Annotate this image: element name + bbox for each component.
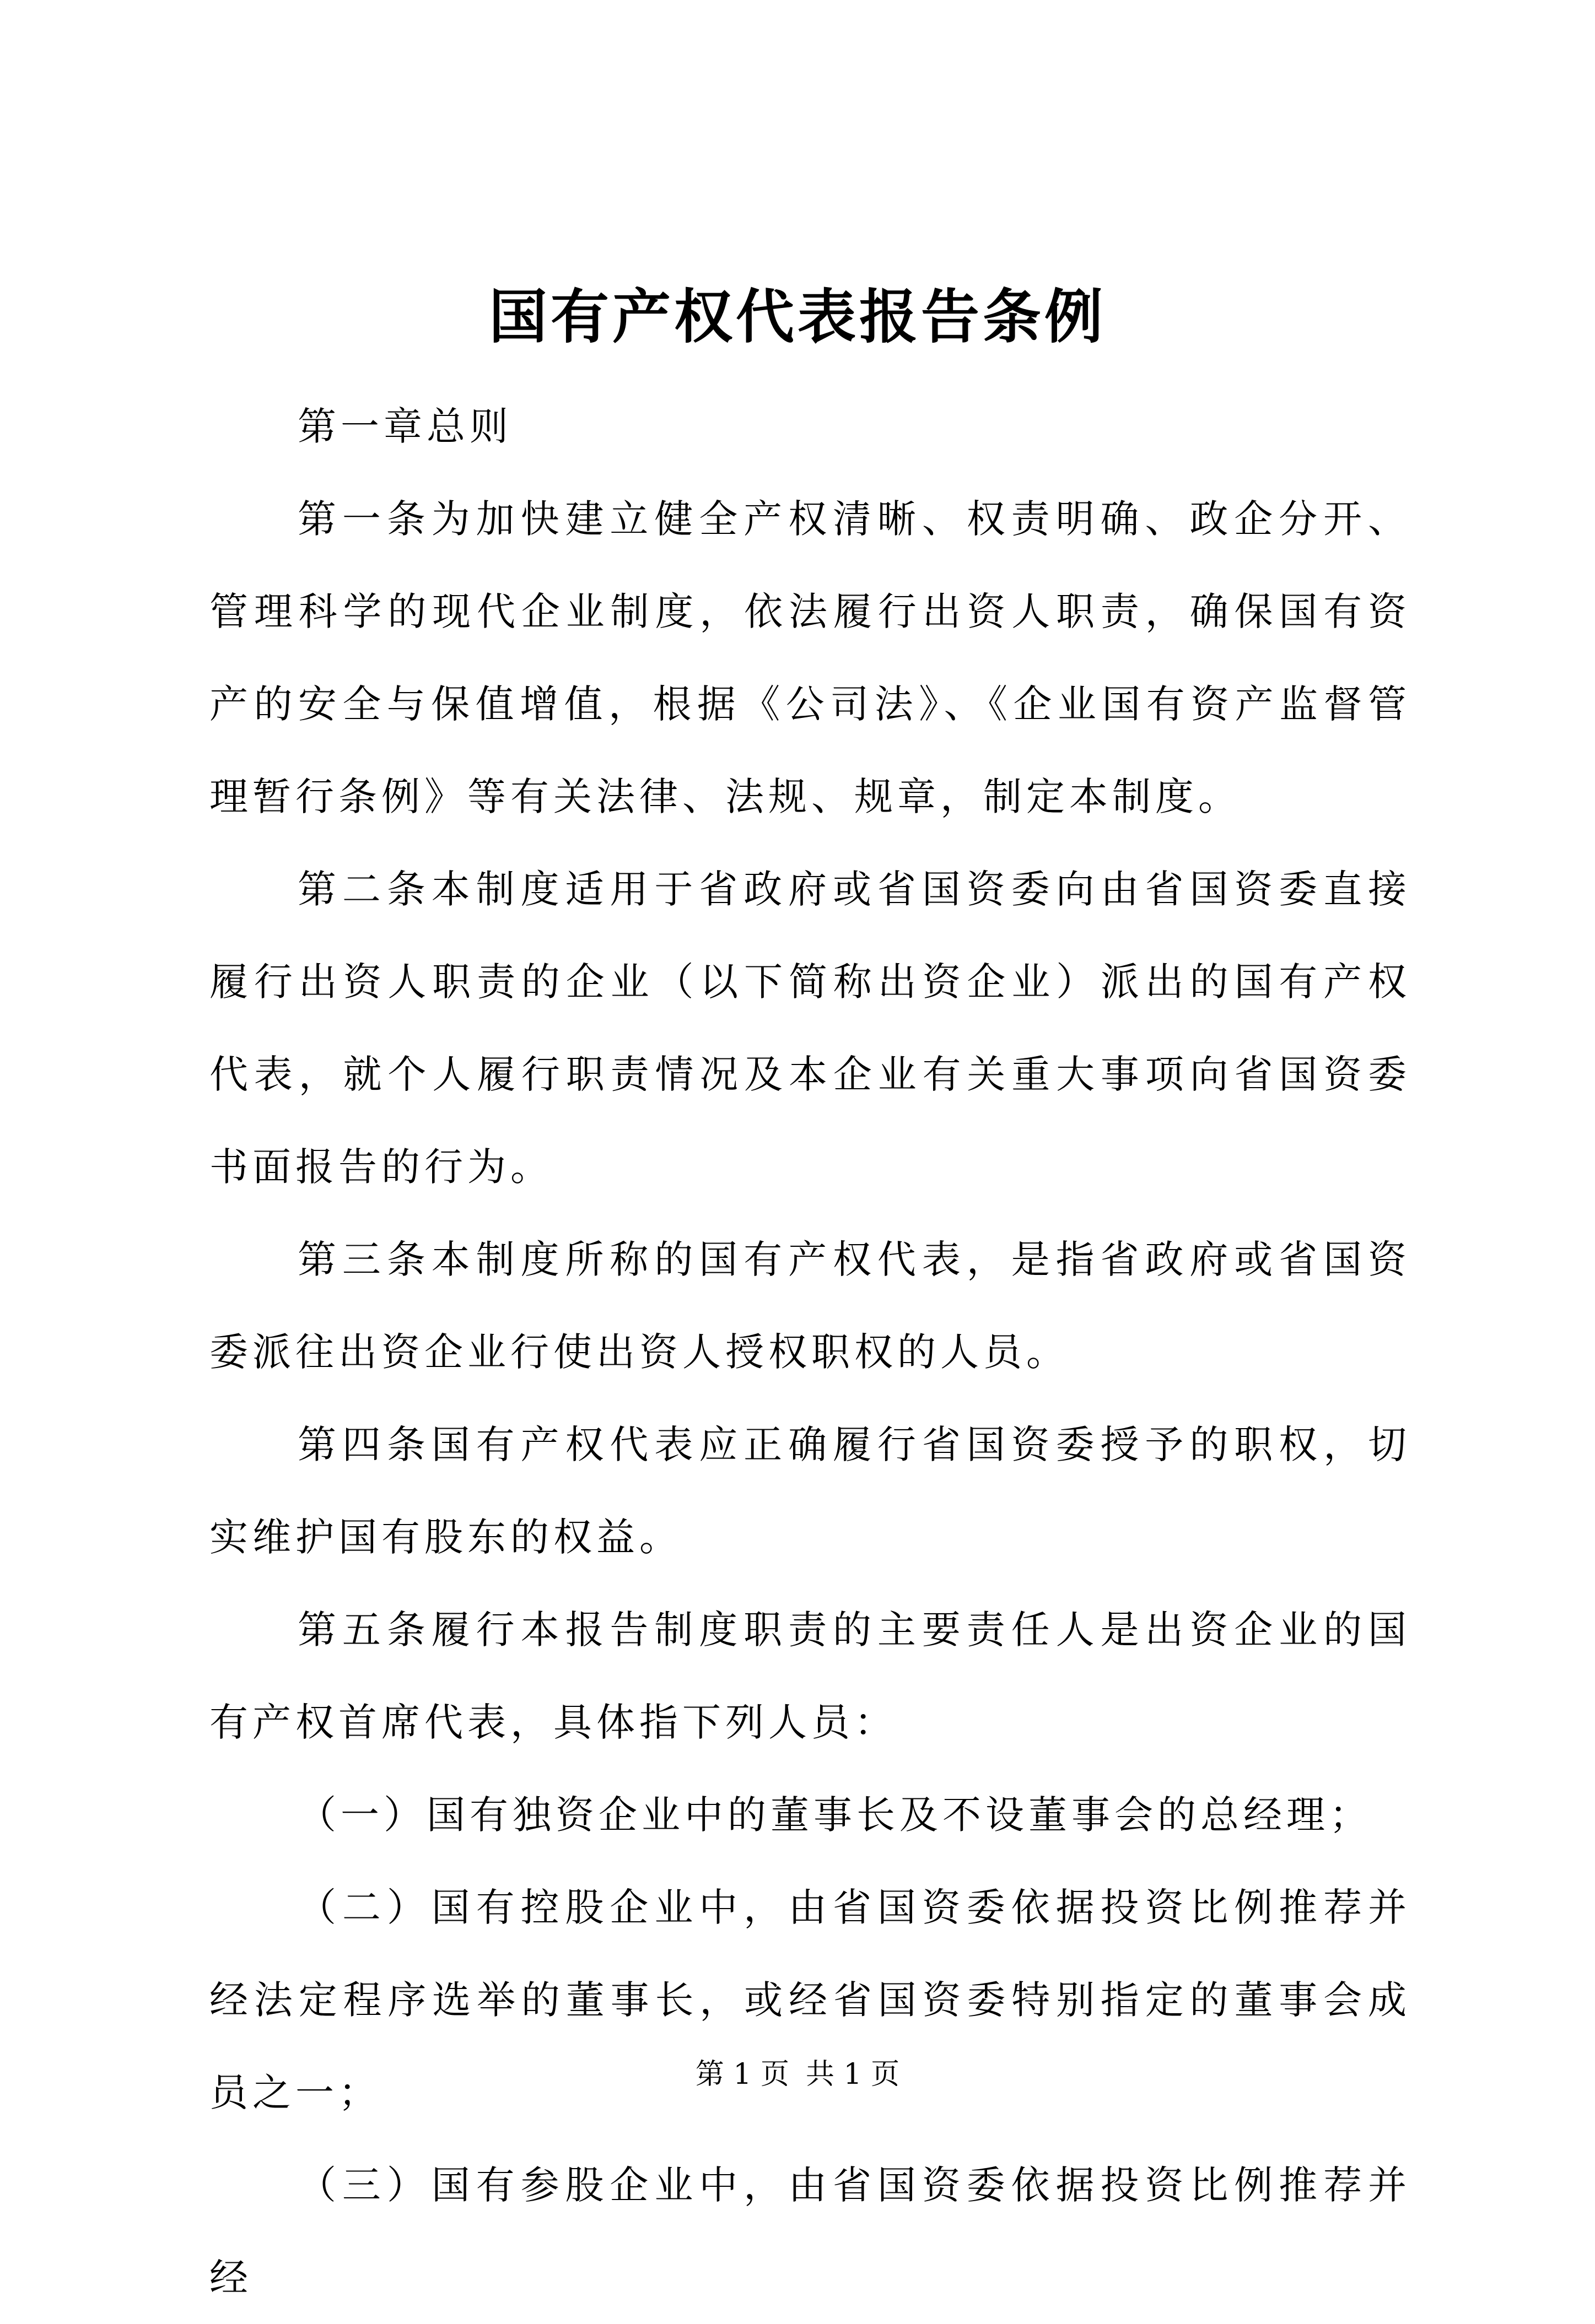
article-5-item-1: （一）国有独资企业中的董事长及不设董事会的总经理； bbox=[298, 1792, 1372, 1837]
article-1-paragraph: 第一条为加快建立健全产权清晰、权责明确、政企分开、管理科学的现代企业制度，依法履行出资人职责，确保国有资产的安全与保值增值，根据《公司法》、《企业国有资产监督管理暂行条例》等有关法律、法规、规章，制定本制度。 bbox=[209, 496, 1411, 819]
article-5-paragraph: 第五条履行本报告制度职责的主要责任人是出资企业的国有产权首席代表，具体指下列人员： bbox=[209, 1607, 1411, 1745]
article-5-item-3: （三）国有参股企业中，由省国资委依据投资比例推荐并经 bbox=[209, 2163, 1411, 2300]
document-body bbox=[209, 380, 1411, 2324]
page-number: 第 1 页 bbox=[695, 2058, 789, 2091]
document-title: 国有产权代表报告条例 bbox=[489, 282, 1106, 351]
article-2-paragraph: 第二条本制度适用于省政府或省国资委向由省国资委直接履行出资人职责的企业（以下简称出资企业）派出的国有产权代表，就个人履行职责情况及本企业有关重大事项向省国资委书面报告的行为。 bbox=[209, 867, 1411, 1190]
chapter-heading: 第一章总则 bbox=[298, 404, 513, 449]
article-3-paragraph: 第三条本制度所称的国有产权代表，是指省政府或省国资委派往出资企业行使出资人授权职权的人员。 bbox=[209, 1237, 1411, 1375]
page-footer bbox=[0, 2055, 1595, 2094]
article-5-item-2: （二）国有控股企业中，由省国资委依据投资比例推荐并经法定程序选举的董事长，或经省国资委特别指定的董事会成员之一； bbox=[209, 1885, 1411, 2115]
article-4-paragraph: 第四条国有产权代表应正确履行省国资委授予的职权，切实维护国有股东的权益。 bbox=[209, 1422, 1411, 1560]
page-total: 共 1 页 bbox=[806, 2058, 900, 2091]
